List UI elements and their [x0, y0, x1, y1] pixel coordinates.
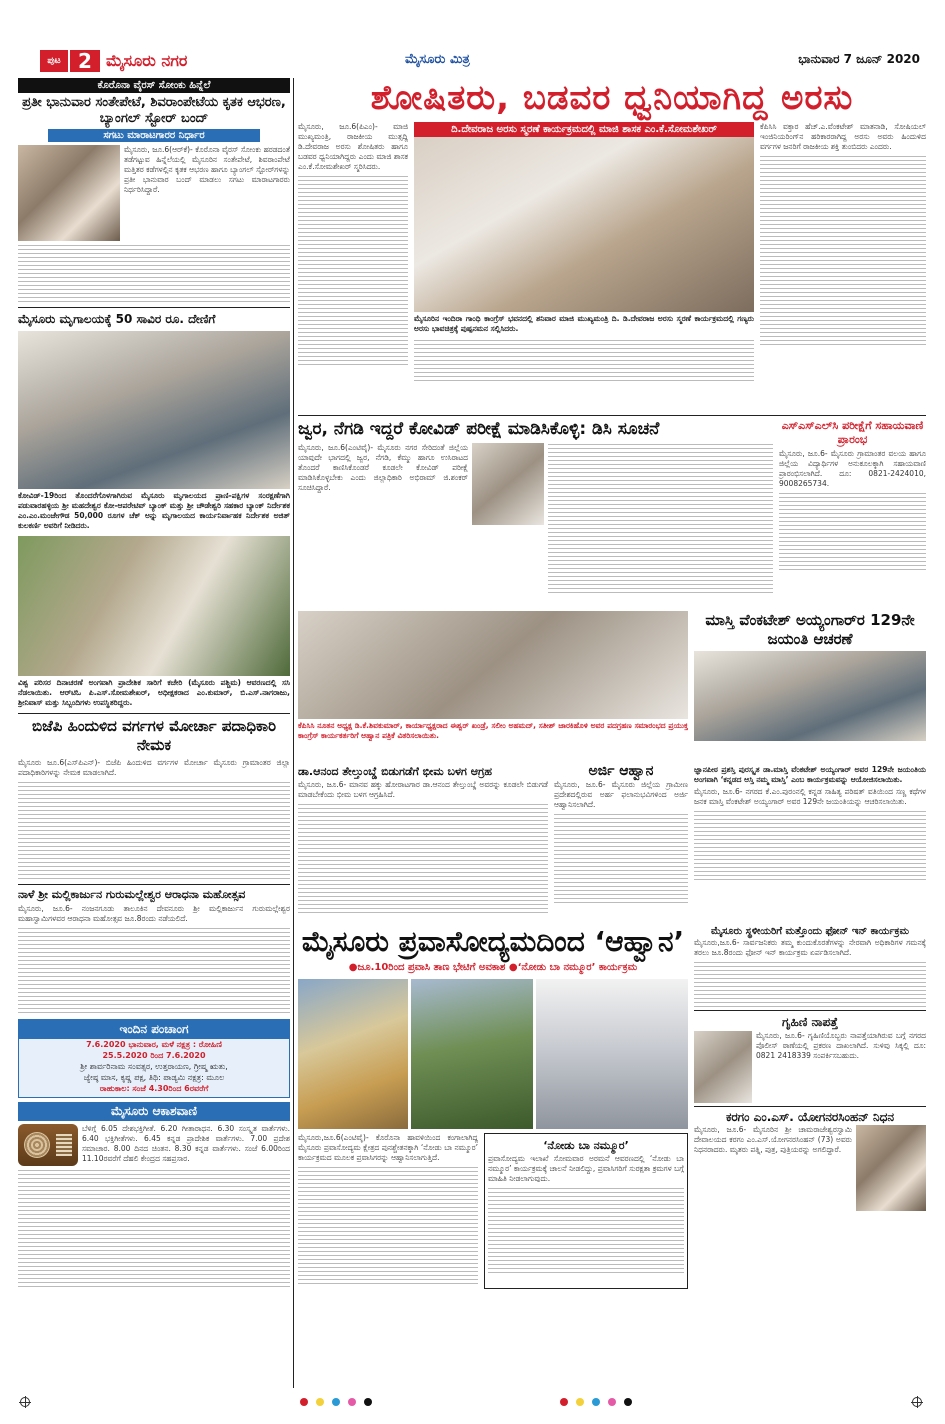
- story-body: [298, 1133, 478, 1289]
- story-zoo-donation: [18, 311, 290, 533]
- colour-dot: [348, 1398, 356, 1406]
- colour-dot: [364, 1398, 372, 1406]
- column-rule: [293, 78, 294, 1388]
- tree-planting-photo: [18, 536, 290, 676]
- photo-caption: ಕೋವಿಡ್-19ರಿಂದ ತೊಂದರೆಗೊಳಗಾಗಿರುವ ಮೈಸೂರು ಮೃಗಾಲಯದ ಪ್ರಾಣಿ-ಪಕ್ಷಿಗಳ ಸಂರಕ್ಷಣೆಗಾಗಿ ಪಡುವಾರಹಳ್ಳಿಯ ಶ್ರೀ ಮಹದೇಶ್ವರ ಕೋ-ಆಪರೇಟಿವ್ ಬ್ಯಾಂಕ್ ಮತ್ತು ಶ್ರೀ ಚೌಡೇಶ್ವರಿ ಸಹಕಾರ ಬ್ಯಾಂಕ್ ನಿರ್ದೇಶಕ ಎಂ.ಎಂ.ಮಂಜೇಗೌಡ 50,000 ರೂಗಳ ಚೆಕ್ ಅನ್ನು ಮೃಗಾಲಯದ ಕಾರ್ಯನಿರ್ವಾಹಕ ನಿರ್ದೇಶಕ ಅಜಿತ್ ಕುಲಕರ್ಣಿ ಅವರಿಗೆ ನೀಡಿದರು.: [18, 491, 290, 530]
- box-body: ಪ್ರವಾಸೋದ್ಯಮ ಇಲಾಖೆ ಸೋಮವಾರ ಅರಮನೆ ಆವರಣದಲ್ಲಿ ‘ನೋಡು ಬಾ ನಮ್ಮೂರ’ ಕಾರ್ಯಕ್ರಮಕ್ಕೆ ಚಾಲನೆ ನೀಡಲಿದ್ದು, ಪ್ರವಾಸಿಗರಿಗೆ ಸುರಕ್ಷತಾ ಕ್ರಮಗಳ ಬಗ್ಗೆ ಮಾಹಿತಿ ನೀಡಲಾಗುವುದು.: [488, 1154, 684, 1183]
- story-body-continued: [18, 927, 290, 1015]
- colour-dot: [300, 1398, 308, 1406]
- temple-photo: [298, 979, 408, 1129]
- photo-banner: ದಿ.ದೇವರಾಜ ಅರಸು ಸ್ಮರಣೆ ಕಾರ್ಯಕ್ರಮದಲ್ಲಿ ಮಾಜಿ ಶಾಸಕ ಎಂ.ಕೆ.ಸೋಮಶೇಖರ್: [414, 122, 754, 137]
- colour-dot: [608, 1398, 616, 1406]
- photo-caption: ಜ್ಞಾನಪೀಠ ಪ್ರಶಸ್ತಿ ಪುರಸ್ಕೃತ ಡಾ.ಮಾಸ್ತಿ ವೆಂಕಟೇಶ್ ಅಯ್ಯಂಗಾರ್ ಅವರ 129ನೇ ಜಯಂತಿಯ ಅಂಗವಾಗಿ ‘ಕನ್ನಡದ ಆಸ್ತಿ ನಮ್ಮ ಮಾಸ್ತಿ’ ಎಂಬ ಕಾರ್ಯಕ್ರಮವನ್ನು ಆಯೋಜಿಸಲಾಯಿತು.: [694, 765, 926, 784]
- colour-dot: [592, 1398, 600, 1406]
- dc-portrait: [472, 443, 544, 525]
- lead-story-continued: [298, 175, 408, 365]
- lead-story-column-3: [760, 122, 926, 412]
- story-headline: ಜ್ವರ, ನೆಗಡಿ ಇದ್ದರೆ ಕೋವಿಡ್ ಪರೀಕ್ಷೆ ಮಾಡಿಸಿಕೊಳ್ಳಿ: ಡಿಸಿ ಸೂಚನೆ: [298, 419, 660, 439]
- missing-woman-photo: [694, 1031, 752, 1103]
- story-body: ಮೈಸೂರು, ಜೂ.6- ಮಾನವ ಹಕ್ಕು ಹೋರಾಟಗಾರ ಡಾ.ಆನಂದ ತೇಲ್ತುಂಬ್ಡೆ ಅವರನ್ನು ಕೂಡಲೇ ಬಿಡುಗಡೆ ಮಾಡಬೇಕೆಂದು ಭೀಮ ಬಳಗ ಆಗ್ರಹಿಸಿದೆ.: [298, 780, 548, 799]
- story-bjp-morcha: [18, 717, 290, 881]
- story-headline: ಪ್ರತೀ ಭಾನುವಾರ ಸಂತೇಪೇಟೆ, ಶಿವರಾಂಪೇಟೆಯ ಕೃತಕ ಆಭರಣ, ಬ್ಯಾಂಗಲ್ ಸ್ಟೋರ್ ಬಂದ್: [22, 95, 286, 126]
- divider: [18, 884, 290, 885]
- missing-body: ಮೈಸೂರು, ಜೂ.6- ಗೃಹಿಣಿಯೊಬ್ಬರು ನಾಪತ್ತೆಯಾಗಿರುವ ಬಗ್ಗೆ ನಗರದ ಪೊಲೀಸ್ ಠಾಣೆಯಲ್ಲಿ ಪ್ರಕರಣ ದಾಖಲಾಗಿದೆ. ಸುಳಿವು ಸಿಕ್ಕಲ್ಲಿ ದೂ: 0821 2418339 ಸಂಪರ್ಕಿಸಬಹುದು.: [756, 1031, 926, 1060]
- story-kpcc-event: [298, 611, 688, 761]
- story-body-continued: [554, 813, 688, 903]
- story-body-continued: [779, 492, 926, 572]
- story-headline: ನಾಳೆ ಶ್ರೀ ಮಲ್ಲಿಕಾರ್ಜುನ ಗುರುಮಲ್ಲೇಶ್ವರ ಆರಾಧನಾ ಮಹೋತ್ಸವ: [18, 888, 246, 901]
- panchanga-line: ಜ್ಯೇಷ್ಠ ಮಾಸ, ಕೃಷ್ಣ ಪಕ್ಷ, ತಿಥಿ: ಪಾಡ್ಯಮಿ ನಕ್ಷತ್ರ: ಮೂಲ: [83, 1073, 225, 1082]
- story-body-continued: [18, 244, 290, 304]
- phone-in-headline: ಮೈಸೂರು ಸ್ಥಳೀಯರಿಗೆ ಮತ್ತೊಂದು ಫೋನ್ ಇನ್ ಕಾರ್ಯಕ್ರಮ: [711, 926, 909, 937]
- story-headline: ಡಾ.ಆನಂದ ತೇಲ್ತುಂಬ್ಡೆ ಬಿಡುಗಡೆಗೆ ಭೀಮ ಬಳಗ ಆಗ್ರಹ: [298, 765, 493, 778]
- box-body-continued: [488, 1187, 684, 1273]
- tribute-photo: [414, 137, 754, 312]
- photo-caption: ಕೆಪಿಸಿಸಿ ನೂತನ ಅಧ್ಯಕ್ಷ ಡಿ.ಕೆ.ಶಿವಕುಮಾರ್, ಕಾರ್ಯಾಧ್ಯಕ್ಷರಾದ ಈಶ್ವರ್ ಖಂಡ್ರೆ, ಸಲೀಂ ಅಹಮದ್, ಸತೀಶ್ ಜಾರಕಿಹೊಳಿ ಅವರ ಪದಗ್ರಹಣ ಸಮಾರಂಭದ ಪ್ರಯುಕ್ತ ಕಾಂಗ್ರೆಸ್ ಕಾರ್ಯಕರ್ತರಿಗೆ ಆಹ್ವಾನ ಪತ್ರಿಕೆ ವಿತರಿಸಲಾಯಿತು.: [298, 721, 688, 740]
- colour-dot: [576, 1398, 584, 1406]
- story-headline: ಅರ್ಜಿ ಆಹ್ವಾನ: [588, 763, 654, 779]
- story-body: ಮೈಸೂರು, ಜೂ.6(ಆರ್‌ಕೆ)- ಕೊರೊನಾ ವೈರಸ್ ಸೋಂಕು ಹರಡದಂತೆ ತಡೆಗಟ್ಟುವ ಹಿನ್ನೆಲೆಯಲ್ಲಿ ಮೈಸೂರಿನ ಸಂತೇಪೇಟೆ, ಶಿವರಾಂಪೇಟೆ ಮತ್ತಿತರ ಕಡೆಗಳಲ್ಲಿನ ಕೃತಕ ಆಭರಣ ಹಾಗೂ ಬ್ಯಾಂಗಲ್ ಸ್ಟೋರ್‌ಗಳನ್ನು ಪ್ರತೀ ಭಾನುವಾರ ಬಂದ್ ಮಾಡಲು ಸಗಟು ಮಾರಾಟಗಾರರು ನಿರ್ಧರಿಸಿದ್ದಾರೆ.: [124, 145, 290, 194]
- story-body: ಮೈಸೂರು, ಜೂ.6- ನಂಜನಗೂಡು ತಾಲೂಕಿನ ದೇವನೂರು ಶ್ರೀ ಮಲ್ಲಿಕಾರ್ಜುನ ಗುರುಮಲ್ಲೇಶ್ವರ ಮಹಾಸ್ವಾಮಿಗಳವರ ಆರಾಧನಾ ಮಹೋತ್ಸವ ಜೂ.8ರಂದು ನಡೆಯಲಿದೆ.: [18, 904, 290, 923]
- obituary-portrait: [856, 1125, 926, 1211]
- colour-registration-dots: [0, 1398, 945, 1408]
- colour-dot: [624, 1398, 632, 1406]
- nodu-ba-box: [484, 1133, 688, 1289]
- obituary-body: ಮೈಸೂರು, ಜೂ.6- ಮೈಸೂರಿನ ಶ್ರೀ ಚಾಮರಾಜೇಶ್ವರಸ್ವಾಮಿ ದೇವಾಲಯದ ಕರಗಂ ಎಂ.ಎಸ್.ಯೋಗನರಸಿಂಹನ್ (73) ಅವರು ನಿಧನರಾದರು. ಮೃತರು ಪತ್ನಿ, ಪುತ್ರ, ಪುತ್ರಿಯರನ್ನು ಅಗಲಿದ್ದಾರೆ.: [694, 1125, 852, 1154]
- story-subhead: ಸಗಟು ಮಾರಾಟಗಾರರ ನಿರ್ಧಾರ: [48, 129, 260, 142]
- akashvani-title: ಮೈಸೂರು ಆಕಾಶವಾಣಿ: [18, 1102, 290, 1121]
- divider: [298, 415, 926, 416]
- story-body-continued: [298, 1166, 478, 1286]
- story-body: ಮೈಸೂರು ಜೂ.6(ಎಸ್‌ಪಿಎನ್)- ಬಿಜೆಪಿ ಹಿಂದುಳಿದ ವರ್ಗಗಳ ಮೋರ್ಚಾ ಮೈಸೂರು ಗ್ರಾಮಾಂತರ ಜಿಲ್ಲಾ ಪದಾಧಿಕಾರಿಗಳನ್ನು ನೇಮಕ ಮಾಡಲಾಗಿದೆ.: [18, 758, 290, 777]
- panchanga-line: ರಾಹುಕಾಲ: ಸಂಜೆ 4.30ರಿಂದ 6ರವರೆಗೆ: [99, 1084, 209, 1093]
- right-briefs: [694, 925, 926, 1345]
- story-dc-covid: [298, 419, 773, 609]
- story-arji: [554, 763, 688, 923]
- paper-date: ಭಾನುವಾರ 7 ಜೂನ್ 2020: [798, 52, 920, 66]
- story-environment-day: [18, 536, 290, 710]
- story-helpline: [779, 419, 926, 609]
- akashvani-panel: [18, 1102, 290, 1289]
- photo-caption: ಮೈಸೂರಿನ ಇಂದಿರಾ ಗಾಂಧಿ ಕಾಂಗ್ರೆಸ್ ಭವನದಲ್ಲಿ ಶನಿವಾರ ಮಾಜಿ ಮುಖ್ಯಮಂತ್ರಿ ದಿ. ಡಿ.ದೇವರಾಜ ಅರಸು ಸ್ಮರಣೆ ಕಾರ್ಯಕ್ರಮದಲ್ಲಿ ಗಣ್ಯರು ಅರಸು ಭಾವಚಿತ್ರಕ್ಕೆ ಪುಷ್ಪನಮನ ಸಲ್ಲಿಸಿದರು.: [414, 314, 754, 333]
- story-body-continued: [548, 443, 773, 593]
- akashvani-schedule: ಬೆಳಿಗ್ಗೆ 6.05 ದೇಶಭಕ್ತಿಗೀತೆ. 6.20 ಗೀತಾರಾಧನ. 6.30 ಸಂಸ್ಕೃತ ವಾರ್ತೆಗಳು. 6.40 ಭಕ್ತಿಗೀತೆಗಳು. 6.45 ಕನ್ನಡ ಪ್ರಾದೇಶಿಕ ವಾರ್ತೆಗಳು. 7.00 ಪ್ರದೇಶ ಸಮಾಚಾರ. 8.00 ದಿನದ ಚಿಂತನ. 8.30 ಕನ್ನಡ ವಾರ್ತೆಗಳು. ಸಂಜೆ 6.00ರಿಂದ 11.10ರವರೆಗೆ ದೆಹಲಿ ಕೇಂದ್ರದ ಸಹಪ್ರಸಾರ.: [82, 1124, 290, 1163]
- story-covid-bandh: [18, 78, 290, 304]
- story-body-continued: [694, 810, 926, 880]
- story-body-continued: [298, 803, 548, 913]
- cheque-handover-photo: [18, 331, 290, 489]
- missing-headline: ಗೃಹಿಣಿ ನಾಪತ್ತೆ: [781, 1015, 839, 1029]
- left-column: [18, 78, 290, 1388]
- story-headline: ಮೈಸೂರು ಪ್ರವಾಸೋದ್ಯಮದಿಂದ ‘ಆಹ್ವಾನ’: [301, 925, 685, 958]
- story-body: ಮೈಸೂರು, ಜೂ.6- ನಗರದ ಕೆ.ಎಂ.ಪುರಂನಲ್ಲಿ ಕನ್ನಡ ಸಾಹಿತ್ಯ ಪರಿಷತ್ ವತಿಯಿಂದ ಸಣ್ಣ ಕಥೆಗಳ ಜನಕ ಮಾಸ್ತಿ ವೆಂಕಟೇಶ್ ಅಯ್ಯಂಗಾರ್ ಅವರ 129ನೇ ಜಯಂತಿಯನ್ನು ಆಚರಿಸಲಾಯಿತು.: [694, 787, 926, 806]
- story-kicker: ಕೊರೊನಾ ವೈರಸ್ ಸೋಂಕು ಹಿನ್ನೆಲೆ: [18, 78, 290, 93]
- panchanga-line: 7.6.2020 ಭಾನುವಾರ, ಮಳೆ ನಕ್ಷತ್ರ : ರೋಹಿಣಿ: [86, 1040, 222, 1049]
- colour-dot: [332, 1398, 340, 1406]
- story-headline: ಮಾಸ್ತಿ ವೆಂಕಟೇಶ್ ಅಯ್ಯಂಗಾರ್‌ರ 129ನೇ ಜಯಂತಿ ಆಚರಣೆ: [705, 611, 915, 648]
- story-headline: ಮೈಸೂರು ಮೃಗಾಲಯಕ್ಕೆ 50 ಸಾವಿರ ರೂ. ದೇಣಿಗೆ: [18, 312, 216, 326]
- lead-story-continued: [760, 155, 926, 345]
- panchanga-line: ಶ್ರೀ ಶಾರ್ವರಿನಾಮ ಸಂವತ್ಸರ, ಉತ್ತರಾಯಣ, ಗ್ರೀಷ್ಮ ಋತು,: [80, 1062, 228, 1071]
- main-headline: ಶೋಷಿತರು, ಬಡವರ ಧ್ವನಿಯಾಗಿದ್ದ ಅರಸು: [370, 78, 854, 118]
- photo-caption: ವಿಶ್ವ ಪರಿಸರ ದಿನಾಚರಣೆ ಅಂಗವಾಗಿ ಪ್ರಾದೇಶಿಕ ಸಾರಿಗೆ ಕಚೇರಿ (ಮೈಸೂರು ಪಶ್ಚಿಮ) ಆವರಣದಲ್ಲಿ ಸಸಿ ನೆಡಲಾಯಿತು. ಆರ್‌ಟಿಓ ಪಿ.ಎಸ್.ಸೋಮಶೇಖರ್, ಅಧೀಕ್ಷಕರಾದ ಎಂ.ಕುಮಾರ್, ಬಿ.ಎಸ್.ನಾಗರಾಜು, ಶ್ರೀನಿವಾಸ್ ಮತ್ತು ಸಿಬ್ಬಂದಿಗಳು ಉಪಸ್ಥಿತರಿದ್ದರು.: [18, 678, 290, 707]
- shop-photo: [18, 145, 120, 241]
- lead-story-column-1: [298, 122, 408, 412]
- lead-story-text: ಕೆಪಿಸಿಸಿ ವಕ್ತಾರ ಹೆಚ್.ಎ.ವೆಂಕಟೇಶ್ ಮಾತನಾಡಿ, ಸೋಷಿಯಲ್ ಇಂಜಿನಿಯರಿಂಗ್‌ನ ಹರಿಕಾರರಾಗಿದ್ದ ಅರಸು ಅವರು ಹಿಂದುಳಿದ ವರ್ಗಗಳ ಜನರಿಗೆ ರಾಜಕೀಯ ಶಕ್ತಿ ತುಂಬಿದರು ಎಂದರು.: [760, 122, 926, 151]
- mall-photo: [536, 979, 688, 1129]
- jayanti-photo: [694, 651, 926, 741]
- lead-photo-block: [414, 122, 754, 412]
- story-body: ಮೈಸೂರು, ಜೂ.6- ಮೈಸೂರು ಜಿಲ್ಲೆಯ ಗ್ರಾಮೀಣ ಪ್ರದೇಶದಲ್ಲಿರುವ ಅರ್ಹ ಫಲಾನುಭವಿಗಳಿಂದ ಅರ್ಜಿ ಆಹ್ವಾನಿಸಲಾಗಿದೆ.: [554, 780, 688, 809]
- radio-icon: [18, 1124, 78, 1166]
- phone-in-body: ಮೈಸೂರು,ಜೂ.6- ಸಾರ್ವಜನಿಕರು ತಮ್ಮ ಕುಂದುಕೊರತೆಗಳನ್ನು ನೇರವಾಗಿ ಅಧಿಕಾರಿಗಳ ಗಮನಕ್ಕೆ ತರಲು ಜೂ.8ರಂದು ಫೋನ್ ಇನ್ ಕಾರ್ಯಕ್ರಮ ಏರ್ಪಡಿಸಲಾಗಿದೆ.: [694, 938, 926, 957]
- divider: [18, 307, 290, 308]
- story-headline: ಬಿಜೆಪಿ ಹಿಂದುಳಿದ ವರ್ಗಗಳ ಮೋರ್ಚಾ ಪದಾಧಿಕಾರಿ ನೇಮಕ: [31, 717, 276, 754]
- story-headline: ಎಸ್‌ಎಸ್‌ಎಲ್‌ಸಿ ಪರೀಕ್ಷೆಗೆ ಸಹಾಯವಾಣಿ ಪ್ರಾರಂಭ: [781, 419, 924, 446]
- section-name: ಮೈಸೂರು ನಗರ: [106, 51, 188, 70]
- paper-name: ಮೈಸೂರು ಮಿತ್ರ: [405, 52, 470, 67]
- main-area: [298, 78, 926, 1388]
- panchanga-line: 25.5.2020 ರಿಂದ 7.6.2020: [102, 1051, 206, 1060]
- divider: [694, 1010, 926, 1011]
- divider: [18, 713, 290, 714]
- lead-story-continued: [414, 339, 754, 383]
- story-iyengar-body: [694, 763, 926, 923]
- masthead: [40, 50, 920, 72]
- panchanga-title: ಇಂದಿನ ಪಂಚಾಂಗ: [19, 1020, 289, 1039]
- story-bheema: [298, 763, 548, 923]
- story-strapline: ●ಜೂ.10ರಿಂದ ಪ್ರವಾಸಿ ತಾಣ ಭೇಟಿಗೆ ಅವಕಾಶ ●‘ನೋಡು ಬಾ ನಮ್ಮೂರ’ ಕಾರ್ಯಕ್ರಮ: [348, 962, 638, 973]
- phone-in-continued: [694, 961, 926, 1007]
- box-title: ‘ನೋಡು ಬಾ ನಮ್ಮೂರ’: [543, 1139, 629, 1152]
- colour-dot: [316, 1398, 324, 1406]
- lead-story-text: ಮೈಸೂರು, ಜೂ.6(ಪಿಎಂ)- ಮಾಜಿ ಮುಖ್ಯಮಂತ್ರಿ, ರಾಜಕೀಯ ಮುತ್ಸದ್ದಿ ಡಿ.ದೇವರಾಜ ಅರಸು ಶೋಷಿತರು ಹಾಗೂ ಬಡವರ ಧ್ವನಿಯಾಗಿದ್ದರು ಎಂದು ಮಾಜಿ ಶಾಸಕ ಎಂ.ಕೆ.ಸೋಮಶೇಖರ್ ಸ್ಮರಿಸಿದರು.: [298, 122, 408, 171]
- story-body-continued: [18, 781, 290, 881]
- page-tag: ಪುಟ: [40, 50, 68, 72]
- akashvani-schedule-continued: [18, 1169, 290, 1289]
- colour-dot: [560, 1398, 568, 1406]
- story-body: ಮೈಸೂರು, ಜೂ.6- ಮೈಸೂರು ಗ್ರಾಮಾಂತರ ವಲಯ ಹಾಗೂ ಜಿಲ್ಲೆಯ ವಿದ್ಯಾರ್ಥಿಗಳ ಅನುಕೂಲಕ್ಕಾಗಿ ಸಹಾಯವಾಣಿ ಪ್ರಾರಂಭಿಸಲಾಗಿದೆ. ದೂ: 0821-2424010, 9008265734.: [779, 449, 926, 488]
- story-iyengar-jayanti: [694, 611, 926, 761]
- story-aradhana: [18, 888, 290, 1015]
- obituary-headline: ಕರಗಂ ಎಂ.ಎಸ್. ಯೋಗನರಸಿಂಹನ್ ನಿಧನ: [725, 1110, 895, 1124]
- divider: [694, 1106, 926, 1107]
- story-body-text: ಮೈಸೂರು,ಜೂ.6(ಎಂಟಿವೈ)- ಕೊರೊನಾ ಹಾವಳಿಯಿಂದ ಕಂಗಾಲಾಗಿದ್ದ ಮೈಸೂರು ಪ್ರವಾಸೋದ್ಯಮ ಕ್ಷೇತ್ರದ ಪುನಶ್ಚೇತನಕ್ಕಾಗಿ ‘ನೋಡು ಬಾ ನಮ್ಮೂರ’ ಕಾರ್ಯಕ್ರಮದ ಮೂಲಕ ಪ್ರವಾಸಿಗರನ್ನು ಆಹ್ವಾನಿಸಲಾಗುತ್ತಿದೆ.: [298, 1133, 478, 1162]
- story-tourism-ahwana: [298, 925, 688, 1345]
- page-number: 2: [68, 50, 100, 72]
- kpcc-photo: [298, 611, 688, 719]
- story-body: ಮೈಸೂರು, ಜೂ.6(ಎಂಟಿವೈ)- ಮೈಸೂರು ನಗರ ಸೇರಿದಂತೆ ಜಿಲ್ಲೆಯ ಯಾವುದೇ ಭಾಗದಲ್ಲಿ ಜ್ವರ, ನೆಗಡಿ, ಕೆಮ್ಮು ಹಾಗೂ ಉಸಿರಾಟದ ತೊಂದರೆ ಕಾಣಿಸಿಕೊಂಡರೆ ಕೂಡಲೇ ಕೋವಿಡ್ ಪರೀಕ್ಷೆ ಮಾಡಿಸಿಕೊಳ್ಳಬೇಕು ಎಂದು ಜಿಲ್ಲಾಧಿಕಾರಿ ಅಭಿರಾಮ್ ಜಿ.ಶಂಕರ್ ಸೂಚಿಸಿದ್ದಾರೆ.: [298, 443, 468, 492]
- panchanga-panel: [18, 1019, 290, 1098]
- park-photo: [411, 979, 533, 1129]
